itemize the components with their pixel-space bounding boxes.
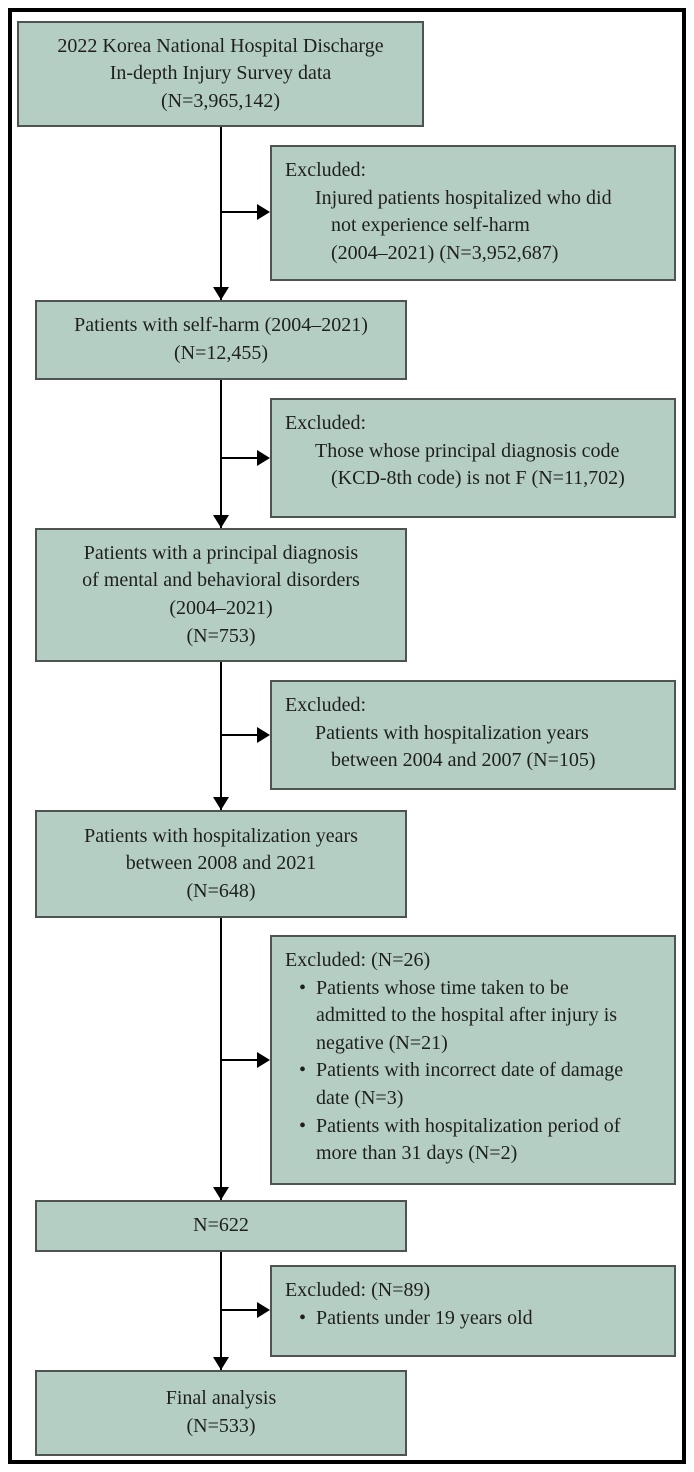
text-line: Patients with incorrect date of damage date (N=3) — [316, 1059, 624, 1109]
box-self-harm — [35, 300, 407, 380]
bullet-icon: • — [299, 1306, 307, 1329]
text-line: not experience self-harm — [331, 214, 530, 237]
branch-line-3 — [221, 734, 258, 736]
text-line: Injured patients hospitalized who did — [315, 186, 612, 209]
text-line: of mental and behavioral disorders — [82, 569, 360, 592]
excluded-title: Excluded: — [285, 412, 367, 434]
text-line: Patients with hospitalization years — [315, 721, 589, 744]
text-line: (N=3,965,142) — [160, 89, 281, 112]
arrow-down-icon — [213, 797, 229, 810]
connector-line-5 — [220, 1252, 222, 1370]
excluded-title: Excluded: (N=26) — [285, 949, 431, 971]
text-line: Final analysis — [165, 1387, 277, 1410]
text-line: (2004–2021) (N=3,952,687) — [331, 241, 559, 264]
arrow-right-icon — [257, 450, 270, 466]
text-line: between 2008 and 2021 — [125, 852, 317, 875]
text-line: (2004–2021) — [169, 597, 273, 619]
text-line: In-depth Injury Survey data — [109, 62, 332, 85]
text-line: Patients with self-harm (2004–2021) — [74, 314, 368, 337]
arrow-right-icon — [257, 204, 270, 220]
branch-line-2 — [221, 457, 258, 459]
excluded-title: Excluded: — [285, 159, 367, 181]
box-source-data — [17, 21, 424, 127]
bullet-item — [299, 1113, 661, 1168]
excluded-non-f-code — [270, 398, 676, 518]
connector-line-2 — [220, 380, 222, 528]
text-line: Patients under 19 years old — [316, 1306, 533, 1329]
text-line: (N=753) — [186, 624, 256, 647]
box-final-analysis — [35, 1370, 407, 1456]
bullet-icon: • — [299, 976, 307, 999]
excluded-2004-2007 — [270, 680, 676, 790]
connector-line-3 — [220, 662, 222, 810]
bullet-item — [299, 1057, 661, 1112]
excluded-title: Excluded: — [285, 694, 367, 716]
arrow-down-icon — [213, 1357, 229, 1370]
text-line: (KCD-8th code) is not F (N=11,702) — [331, 467, 625, 490]
bullet-item — [299, 975, 661, 1058]
bullet-icon: • — [299, 1059, 307, 1082]
text-line: Patients with hospitalization period of more than 31 days (N=2) — [316, 1114, 621, 1165]
arrow-right-icon — [257, 727, 270, 743]
text-line: N=622 — [193, 1214, 249, 1237]
arrow-right-icon — [257, 1052, 270, 1068]
text-line: between 2004 and 2007 (N=105) — [331, 749, 596, 772]
box-principal-diagnosis — [35, 528, 407, 662]
text-line: Those whose principal diagnosis code — [315, 439, 620, 462]
arrow-right-icon — [257, 1302, 270, 1318]
excluded-under-19 — [270, 1265, 676, 1357]
bullet-item — [299, 1305, 661, 1333]
text-line: 2022 Korea National Hospital Discharge — [57, 34, 384, 57]
text-line: (N=533) — [186, 1415, 256, 1437]
excluded-no-self-harm — [270, 145, 676, 281]
text-line: Patients with a principal diagnosis — [83, 541, 359, 564]
arrow-down-icon — [213, 515, 229, 528]
connector-line-1 — [220, 127, 222, 300]
box-n-622 — [35, 1200, 407, 1252]
branch-line-1 — [221, 211, 258, 213]
arrow-down-icon — [213, 287, 229, 300]
text-line: Patients with hospitalization years — [84, 824, 358, 847]
arrow-down-icon — [213, 1187, 229, 1200]
text-line: (N=12,455) — [173, 342, 269, 364]
branch-line-4 — [221, 1059, 258, 1061]
box-hospitalization-years — [35, 810, 407, 918]
bullet-icon: • — [299, 1114, 307, 1137]
excluded-title: Excluded: (N=89) — [285, 1279, 431, 1301]
text-line: (N=648) — [186, 879, 256, 902]
branch-line-5 — [221, 1309, 258, 1311]
excluded-data-quality — [270, 935, 676, 1185]
text-line: Patients whose time taken to be admitted to the hospital after injury is negative (N=21) — [316, 976, 618, 1054]
